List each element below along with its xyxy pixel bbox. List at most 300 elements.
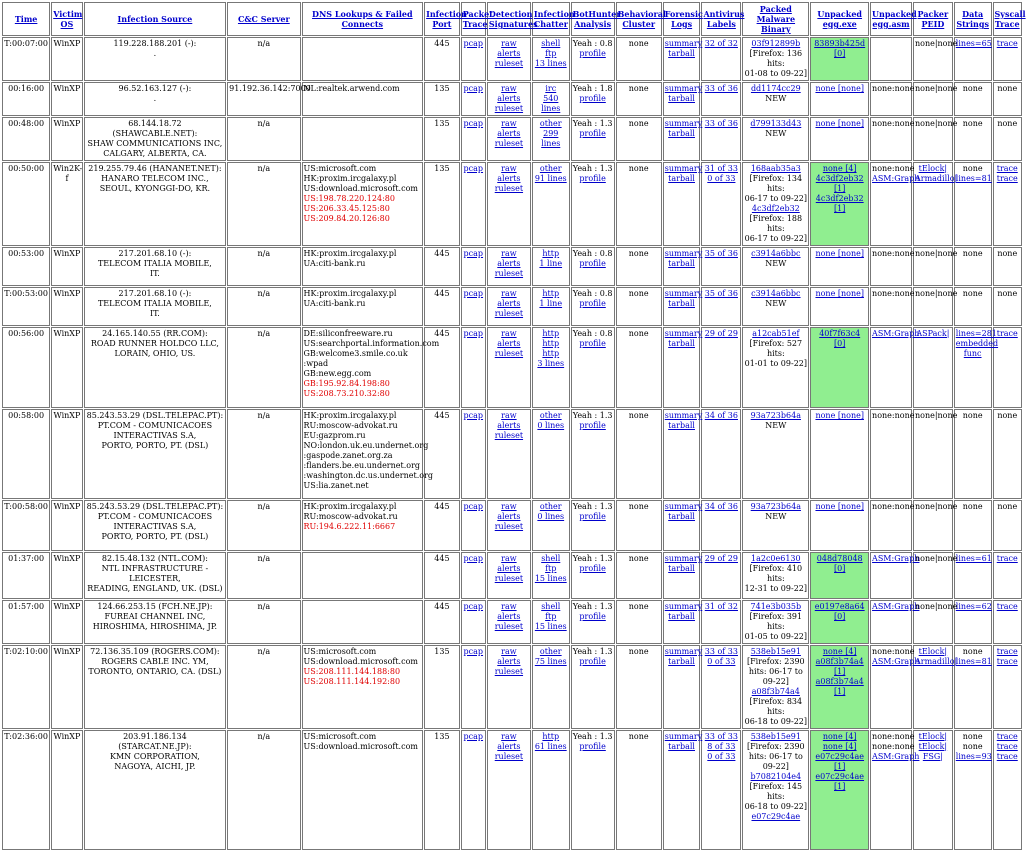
- peid-link[interactable]: tElock|: [918, 164, 948, 173]
- log-link[interactable]: summary: [664, 249, 703, 258]
- os-value: WinXP: [53, 39, 81, 48]
- asm-graph-link[interactable]: ASM:Graph: [872, 174, 920, 183]
- cluster-cell: [616, 552, 662, 599]
- egg-link[interactable]: 40f7f63c4 [0]: [819, 329, 861, 348]
- time-value: 00:50:00: [8, 164, 45, 173]
- chatter-link[interactable]: shell: [541, 554, 561, 563]
- signature-link[interactable]: raw alerts: [497, 602, 521, 621]
- source-line: PORTO, PORTO, PT. (DSL): [101, 532, 209, 541]
- column-header[interactable]: Syscall Trace: [993, 2, 1022, 36]
- asm-graph-link[interactable]: ASM:Graph: [872, 752, 920, 761]
- packed-binary-cell: [742, 162, 809, 246]
- chatter-link[interactable]: 0 lines: [537, 512, 565, 521]
- antivirus-link[interactable]: 29 of 29: [704, 329, 738, 338]
- chatter-link[interactable]: ftp: [545, 564, 557, 573]
- asm-graph-link[interactable]: ASM:Graph: [872, 657, 920, 666]
- egg-link[interactable]: a08f3b74a4 [1]: [815, 657, 864, 676]
- cc-server-value: n/a: [257, 554, 271, 563]
- egg-link[interactable]: none [none]: [815, 411, 864, 420]
- strings-value: none: [962, 164, 983, 173]
- binary-hash-link[interactable]: a12cab51ef: [752, 329, 800, 338]
- packet-trace-cell: [461, 552, 486, 599]
- pcap-link[interactable]: pcap: [463, 39, 484, 48]
- syscall-cell: [993, 552, 1022, 599]
- profile-link[interactable]: profile: [579, 421, 606, 430]
- bothunter-score: Yeah : 0.8: [572, 39, 613, 48]
- time-value: T:02:10:00: [4, 647, 48, 656]
- profile-link[interactable]: profile: [579, 657, 606, 666]
- asm-value: none:none: [872, 411, 915, 420]
- binary-hash-link[interactable]: 538eb15e91: [750, 647, 801, 656]
- pcap-link[interactable]: pcap: [463, 119, 484, 128]
- source-line: INTERACTIVAS S.A,: [113, 431, 197, 440]
- time-value: 00:48:00: [8, 119, 45, 128]
- column-header[interactable]: DNS Lookups & Failed Connects: [302, 2, 424, 36]
- egg-link[interactable]: none [none]: [815, 249, 864, 258]
- binary-hash-link[interactable]: 93a723b64a: [750, 502, 801, 511]
- chatter-link[interactable]: other: [539, 411, 562, 420]
- antivirus-link[interactable]: 34 of 36: [704, 502, 738, 511]
- strings-link[interactable]: func: [963, 349, 982, 358]
- syscall-link[interactable]: trace: [996, 602, 1018, 611]
- forensic-logs-cell: [663, 162, 701, 246]
- chatter-link[interactable]: 91 lines: [534, 174, 567, 183]
- column-header[interactable]: C&C Server: [227, 2, 300, 36]
- binary-hash-link[interactable]: 03f912899b: [751, 39, 801, 48]
- egg-link[interactable]: none [4]: [822, 164, 857, 173]
- column-header[interactable]: Forensic Logs: [663, 2, 701, 36]
- column-header[interactable]: Detection Signatures: [487, 2, 531, 36]
- egg-link[interactable]: [0]: [834, 49, 846, 58]
- signature-link[interactable]: raw alerts: [497, 411, 521, 430]
- pcap-link[interactable]: pcap: [463, 602, 484, 611]
- chatter-link[interactable]: 75 lines: [534, 657, 567, 666]
- chatter-link[interactable]: 13 lines: [534, 59, 567, 68]
- data-strings-cell: [954, 730, 992, 850]
- log-link[interactable]: summary: [664, 554, 703, 563]
- signature-link[interactable]: raw alerts: [497, 732, 521, 751]
- pcap-link[interactable]: pcap: [463, 289, 484, 298]
- signature-link[interactable]: raw alerts: [497, 164, 521, 183]
- strings-link[interactable]: lines=81: [955, 657, 992, 666]
- antivirus-link[interactable]: 34 of 36: [704, 411, 738, 420]
- profile-link[interactable]: profile: [579, 742, 606, 751]
- syscall-link[interactable]: trace: [996, 742, 1018, 751]
- strings-link[interactable]: lines=81: [955, 174, 992, 183]
- pcap-link[interactable]: pcap: [463, 732, 484, 741]
- strings-link[interactable]: lines=93: [955, 752, 992, 761]
- peid-link[interactable]: Armadillo|: [914, 174, 958, 183]
- syscall-value: none: [997, 502, 1018, 511]
- signature-link[interactable]: ruleset: [494, 667, 524, 676]
- chatter-cell: [532, 500, 570, 551]
- table-row: [2, 247, 1022, 286]
- signature-link[interactable]: raw alerts: [497, 554, 521, 573]
- profile-link[interactable]: profile: [579, 339, 606, 348]
- packet-trace-cell: [461, 409, 486, 499]
- log-link[interactable]: tarball: [668, 657, 695, 666]
- chatter-link[interactable]: other: [539, 647, 562, 656]
- binary-hash-link[interactable]: 93a723b64a: [750, 411, 801, 420]
- syscall-link[interactable]: trace: [996, 647, 1018, 656]
- column-header[interactable]: Infection Source: [84, 2, 227, 36]
- signature-link[interactable]: raw alerts: [497, 249, 521, 268]
- packed-binary-cell: [742, 327, 809, 408]
- chatter-link[interactable]: http: [542, 249, 560, 258]
- profile-link[interactable]: profile: [579, 129, 606, 138]
- signature-link[interactable]: ruleset: [494, 431, 524, 440]
- antivirus-link[interactable]: 33 of 33: [704, 647, 738, 656]
- chatter-link[interactable]: other: [539, 502, 562, 511]
- chatter-link[interactable]: http: [542, 289, 560, 298]
- strings-link[interactable]: lines=281: [955, 329, 997, 338]
- signature-link[interactable]: ruleset: [494, 184, 524, 193]
- egg-link[interactable]: none [none]: [815, 84, 864, 93]
- syscall-link[interactable]: trace: [996, 174, 1018, 183]
- signature-link[interactable]: ruleset: [494, 139, 524, 148]
- forensic-logs-cell: [663, 600, 701, 644]
- chatter-link[interactable]: shell: [541, 39, 561, 48]
- peid-link[interactable]: FSG|: [922, 752, 943, 761]
- profile-link[interactable]: profile: [579, 512, 606, 521]
- signature-link[interactable]: raw alerts: [497, 329, 521, 348]
- cc-server-cell: [227, 162, 300, 246]
- source-line: READING, ENGLAND, UK. (DSL): [87, 584, 223, 593]
- egg-link[interactable]: a08f3b74a4 [1]: [815, 677, 864, 696]
- pcap-link[interactable]: pcap: [463, 249, 484, 258]
- syscall-link[interactable]: trace: [996, 164, 1018, 173]
- chatter-link[interactable]: ftp: [545, 612, 557, 621]
- log-link[interactable]: summary: [664, 329, 703, 338]
- binary-info: NEW: [765, 299, 787, 308]
- syscall-link[interactable]: trace: [996, 732, 1018, 741]
- port-value: 135: [434, 119, 450, 128]
- peid-value: none|none: [914, 502, 958, 511]
- profile-link[interactable]: profile: [579, 259, 606, 268]
- log-link[interactable]: summary: [664, 502, 703, 511]
- egg-link[interactable]: none [none]: [815, 289, 864, 298]
- antivirus-link[interactable]: 31 of 33: [704, 164, 738, 173]
- binary-hash-link[interactable]: 4c3df2eb32: [751, 204, 800, 213]
- strings-link[interactable]: embedded: [955, 339, 999, 348]
- antivirus-link[interactable]: 0 of 33: [707, 752, 736, 761]
- asm-graph-link[interactable]: ASM:Graph: [872, 602, 920, 611]
- signature-link[interactable]: ruleset: [494, 349, 524, 358]
- packet-trace-cell: [461, 327, 486, 408]
- binary-hash-link[interactable]: b7082104e4: [750, 772, 802, 781]
- binary-hash-link[interactable]: dd1174cc29: [750, 84, 801, 93]
- antivirus-link[interactable]: 31 of 32: [704, 602, 738, 611]
- chatter-link[interactable]: other: [539, 164, 562, 173]
- pcap-link[interactable]: pcap: [463, 329, 484, 338]
- egg-link[interactable]: none [none]: [815, 119, 864, 128]
- antivirus-cell: [701, 82, 741, 116]
- signature-link[interactable]: ruleset: [494, 752, 524, 761]
- table-row: [2, 600, 1022, 644]
- log-link[interactable]: tarball: [668, 512, 695, 521]
- log-link[interactable]: summary: [664, 119, 703, 128]
- signature-link[interactable]: ruleset: [494, 269, 524, 278]
- syscall-link[interactable]: trace: [996, 554, 1018, 563]
- signature-link[interactable]: raw alerts: [497, 39, 521, 58]
- dns-line: US:208.111.144.192:80: [303, 677, 401, 686]
- syscall-value: none: [997, 289, 1018, 298]
- signature-link[interactable]: ruleset: [494, 309, 524, 318]
- signature-link[interactable]: raw alerts: [497, 119, 521, 138]
- signatures-cell: [487, 162, 531, 246]
- os-value: WinXP: [53, 329, 81, 338]
- profile-link[interactable]: profile: [579, 49, 606, 58]
- time-value: 00:53:00: [8, 249, 45, 258]
- log-link[interactable]: summary: [664, 602, 703, 611]
- log-link[interactable]: tarball: [668, 612, 695, 621]
- log-link[interactable]: tarball: [668, 742, 695, 751]
- profile-link[interactable]: profile: [579, 94, 606, 103]
- signature-link[interactable]: ruleset: [494, 104, 524, 113]
- column-header[interactable]: Packet Trace: [461, 2, 486, 36]
- unpacked-asm-cell: [870, 500, 915, 551]
- packet-trace-cell: [461, 247, 486, 286]
- antivirus-link[interactable]: 33 of 33: [704, 732, 738, 741]
- pcap-link[interactable]: pcap: [463, 164, 484, 173]
- strings-link[interactable]: lines=65: [955, 39, 992, 48]
- chatter-link[interactable]: 15 lines: [534, 622, 567, 631]
- source-line: TELECOM ITALIA MOBILE,: [97, 299, 212, 308]
- chatter-cell: [532, 552, 570, 599]
- source-line: SEOUL, KYONGGI-DO, KR.: [99, 184, 211, 193]
- binary-info: [Firefox: 136 hits:: [749, 49, 803, 68]
- binary-info: [Firefox: 134 hits:: [749, 174, 803, 193]
- peid-link[interactable]: ASPack|: [916, 329, 950, 338]
- syscall-value: none: [997, 119, 1018, 128]
- packed-binary-cell: [742, 82, 809, 116]
- strings-link[interactable]: lines=62: [955, 602, 992, 611]
- chatter-link[interactable]: 0 lines: [537, 421, 565, 430]
- chatter-link[interactable]: http: [542, 339, 560, 348]
- port-value: 445: [434, 554, 450, 563]
- port-cell: [424, 409, 460, 499]
- asm-value: none:none: [872, 164, 915, 173]
- column-header[interactable]: Antivirus Labels: [701, 2, 741, 36]
- pcap-link[interactable]: pcap: [463, 84, 484, 93]
- log-link[interactable]: tarball: [668, 299, 695, 308]
- packed-binary-cell: [742, 247, 809, 286]
- dns-line: US:microsoft.com: [303, 732, 377, 741]
- binary-info: 09-22]: [762, 762, 789, 771]
- antivirus-link[interactable]: 8 of 33: [707, 742, 736, 751]
- bothunter-score: Yeah : 1.3: [572, 554, 613, 563]
- pcap-link[interactable]: pcap: [463, 554, 484, 563]
- column-header[interactable]: Packed Malware Binary: [742, 2, 809, 36]
- pcap-link[interactable]: pcap: [463, 647, 484, 656]
- column-header[interactable]: Victim OS: [51, 2, 82, 36]
- column-header[interactable]: Time: [2, 2, 50, 36]
- antivirus-link[interactable]: 32 of 32: [704, 39, 738, 48]
- binary-info: 09-22]: [762, 677, 789, 686]
- syscall-link[interactable]: trace: [996, 329, 1018, 338]
- cluster-value: none: [628, 249, 649, 258]
- pcap-link[interactable]: pcap: [463, 502, 484, 511]
- chatter-link[interactable]: 61 lines: [534, 742, 567, 751]
- egg-link[interactable]: 83893b425d: [814, 39, 866, 48]
- table-row: [2, 500, 1022, 551]
- egg-link[interactable]: e07c29c4ae [1]: [815, 752, 865, 771]
- profile-link[interactable]: profile: [579, 564, 606, 573]
- log-link[interactable]: tarball: [668, 339, 695, 348]
- column-header[interactable]: Data Strings: [954, 2, 992, 36]
- chatter-link[interactable]: 3 lines: [537, 359, 565, 368]
- peid-link[interactable]: tElock|: [918, 647, 948, 656]
- source-cell: [84, 117, 227, 161]
- binary-hash-link[interactable]: c3914a6bbc: [751, 289, 801, 298]
- signature-link[interactable]: raw alerts: [497, 502, 521, 521]
- asm-graph-link[interactable]: ASM:Graph: [872, 554, 920, 563]
- unpacked-egg-cell: [810, 730, 869, 850]
- binary-hash-link[interactable]: a08f3b74a4: [751, 687, 800, 696]
- chatter-link[interactable]: 299 lines: [541, 129, 561, 148]
- source-line: 217.201.68.10 (-):: [118, 249, 192, 258]
- peid-link[interactable]: tElock|: [918, 732, 948, 741]
- profile-link[interactable]: profile: [579, 174, 606, 183]
- egg-link[interactable]: 4c3df2eb32 [1]: [815, 174, 864, 193]
- binary-hash-link[interactable]: e07c29c4ae: [751, 812, 801, 821]
- log-link[interactable]: tarball: [668, 421, 695, 430]
- antivirus-link[interactable]: 0 of 33: [707, 174, 736, 183]
- binary-hash-link[interactable]: 168aab35a3: [750, 164, 801, 173]
- log-link[interactable]: tarball: [668, 564, 695, 573]
- column-header[interactable]: Infection Port: [424, 2, 460, 36]
- antivirus-link[interactable]: 33 of 36: [704, 119, 738, 128]
- binary-hash-link[interactable]: c3914a6bbc: [751, 249, 801, 258]
- peid-link[interactable]: Armadillo|: [914, 657, 958, 666]
- signature-link[interactable]: ruleset: [494, 622, 524, 631]
- unpacked-egg-cell: [810, 287, 869, 326]
- chatter-link[interactable]: other: [539, 119, 562, 128]
- time-cell: [2, 730, 50, 850]
- unpacked-asm-cell: [870, 82, 915, 116]
- syscall-link[interactable]: trace: [996, 657, 1018, 666]
- chatter-link[interactable]: shell: [541, 602, 561, 611]
- binary-hash-link[interactable]: d799133d43: [750, 119, 802, 128]
- chatter-link[interactable]: 540 lines: [541, 94, 561, 113]
- log-link[interactable]: summary: [664, 647, 703, 656]
- column-header[interactable]: Unpacked egg.asm: [870, 2, 912, 36]
- log-link[interactable]: tarball: [668, 49, 695, 58]
- infection-table: [1, 1, 1026, 851]
- profile-link[interactable]: profile: [579, 612, 606, 621]
- column-header[interactable]: Unpacked egg.exe: [810, 2, 869, 36]
- binary-hash-link[interactable]: 538eb15e91: [750, 732, 801, 741]
- dns-line: UA:citi-bank.ru: [303, 259, 366, 268]
- chatter-link[interactable]: 15 lines: [534, 574, 567, 583]
- binary-hash-link[interactable]: 741e3b035b: [750, 602, 802, 611]
- log-link[interactable]: summary: [664, 289, 703, 298]
- egg-link[interactable]: 048d78048 [0]: [816, 554, 863, 573]
- peid-link[interactable]: tElock|: [918, 742, 948, 751]
- chatter-link[interactable]: 1 line: [539, 259, 563, 268]
- signature-link[interactable]: raw alerts: [497, 289, 521, 308]
- cc-server-cell: [227, 409, 300, 499]
- binary-hash-link[interactable]: 1a2c0e6130: [751, 554, 801, 563]
- column-header[interactable]: Packer PEID: [913, 2, 953, 36]
- column-header[interactable]: Behavioral Cluster: [616, 2, 662, 36]
- bothunter-score: Yeah : 1.8: [572, 84, 613, 93]
- unpacked-egg-cell: [810, 500, 869, 551]
- data-strings-cell: [954, 117, 992, 161]
- egg-link[interactable]: none [4]: [822, 647, 857, 656]
- binary-info: [Firefox: 527 hits:: [749, 339, 803, 358]
- antivirus-link[interactable]: 35 of 36: [704, 289, 738, 298]
- chatter-link[interactable]: irc: [545, 84, 557, 93]
- cc-server-value: n/a: [257, 502, 271, 511]
- syscall-link[interactable]: trace: [996, 752, 1018, 761]
- log-link[interactable]: summary: [664, 84, 703, 93]
- log-link[interactable]: tarball: [668, 259, 695, 268]
- log-link[interactable]: summary: [664, 39, 703, 48]
- signature-link[interactable]: raw alerts: [497, 84, 521, 103]
- log-link[interactable]: summary: [664, 164, 703, 173]
- os-cell: [51, 600, 82, 644]
- time-value: 00:56:00: [8, 329, 45, 338]
- chatter-link[interactable]: http: [542, 732, 560, 741]
- log-link[interactable]: summary: [664, 732, 703, 741]
- egg-link[interactable]: e07c29c4ae [1]: [815, 772, 865, 791]
- chatter-link[interactable]: 1 line: [539, 299, 563, 308]
- column-header[interactable]: Infection Chatter: [532, 2, 570, 36]
- dns-line: HK:proxim.ircgalaxy.pl: [303, 289, 397, 298]
- pcap-link[interactable]: pcap: [463, 411, 484, 420]
- antivirus-cell: [701, 247, 741, 286]
- egg-link[interactable]: none [none]: [815, 502, 864, 511]
- log-link[interactable]: tarball: [668, 94, 695, 103]
- unpacked-egg-cell: [810, 82, 869, 116]
- syscall-cell: [993, 247, 1022, 286]
- profile-link[interactable]: profile: [579, 299, 606, 308]
- asm-graph-link[interactable]: ASM:Graph: [872, 329, 920, 338]
- column-header[interactable]: BotHunter Analysis: [571, 2, 615, 36]
- antivirus-link[interactable]: 35 of 36: [704, 249, 738, 258]
- egg-link[interactable]: e0197e8a64 [0]: [814, 602, 865, 621]
- antivirus-link[interactable]: 33 of 36: [704, 84, 738, 93]
- cc-server-cell: [227, 730, 300, 850]
- egg-link[interactable]: none [4]: [822, 732, 857, 741]
- bothunter-score: Yeah : 0.8: [572, 289, 613, 298]
- log-link[interactable]: summary: [664, 411, 703, 420]
- chatter-link[interactable]: ftp: [545, 49, 557, 58]
- syscall-link[interactable]: trace: [996, 39, 1018, 48]
- port-cell: [424, 287, 460, 326]
- signature-link[interactable]: ruleset: [494, 574, 524, 583]
- antivirus-cell: [701, 327, 741, 408]
- signature-link[interactable]: raw alerts: [497, 647, 521, 666]
- chatter-link[interactable]: http: [542, 349, 560, 358]
- strings-value: none: [962, 647, 983, 656]
- chatter-link[interactable]: http: [542, 329, 560, 338]
- log-link[interactable]: tarball: [668, 174, 695, 183]
- antivirus-link[interactable]: 0 of 33: [707, 657, 736, 666]
- signature-link[interactable]: ruleset: [494, 59, 524, 68]
- egg-link[interactable]: none [4]: [822, 742, 857, 751]
- egg-link[interactable]: 4c3df2eb32 [1]: [815, 194, 864, 213]
- signature-link[interactable]: ruleset: [494, 522, 524, 531]
- log-link[interactable]: tarball: [668, 129, 695, 138]
- cc-server-value: 91.192.36.142:7000: [229, 84, 311, 93]
- antivirus-link[interactable]: 29 of 29: [704, 554, 738, 563]
- strings-link[interactable]: lines=61: [955, 554, 992, 563]
- cluster-cell: [616, 500, 662, 551]
- binary-info: 01-05 to 09-22]: [744, 632, 807, 641]
- binary-info: 12-31 to 09-22]: [744, 584, 807, 593]
